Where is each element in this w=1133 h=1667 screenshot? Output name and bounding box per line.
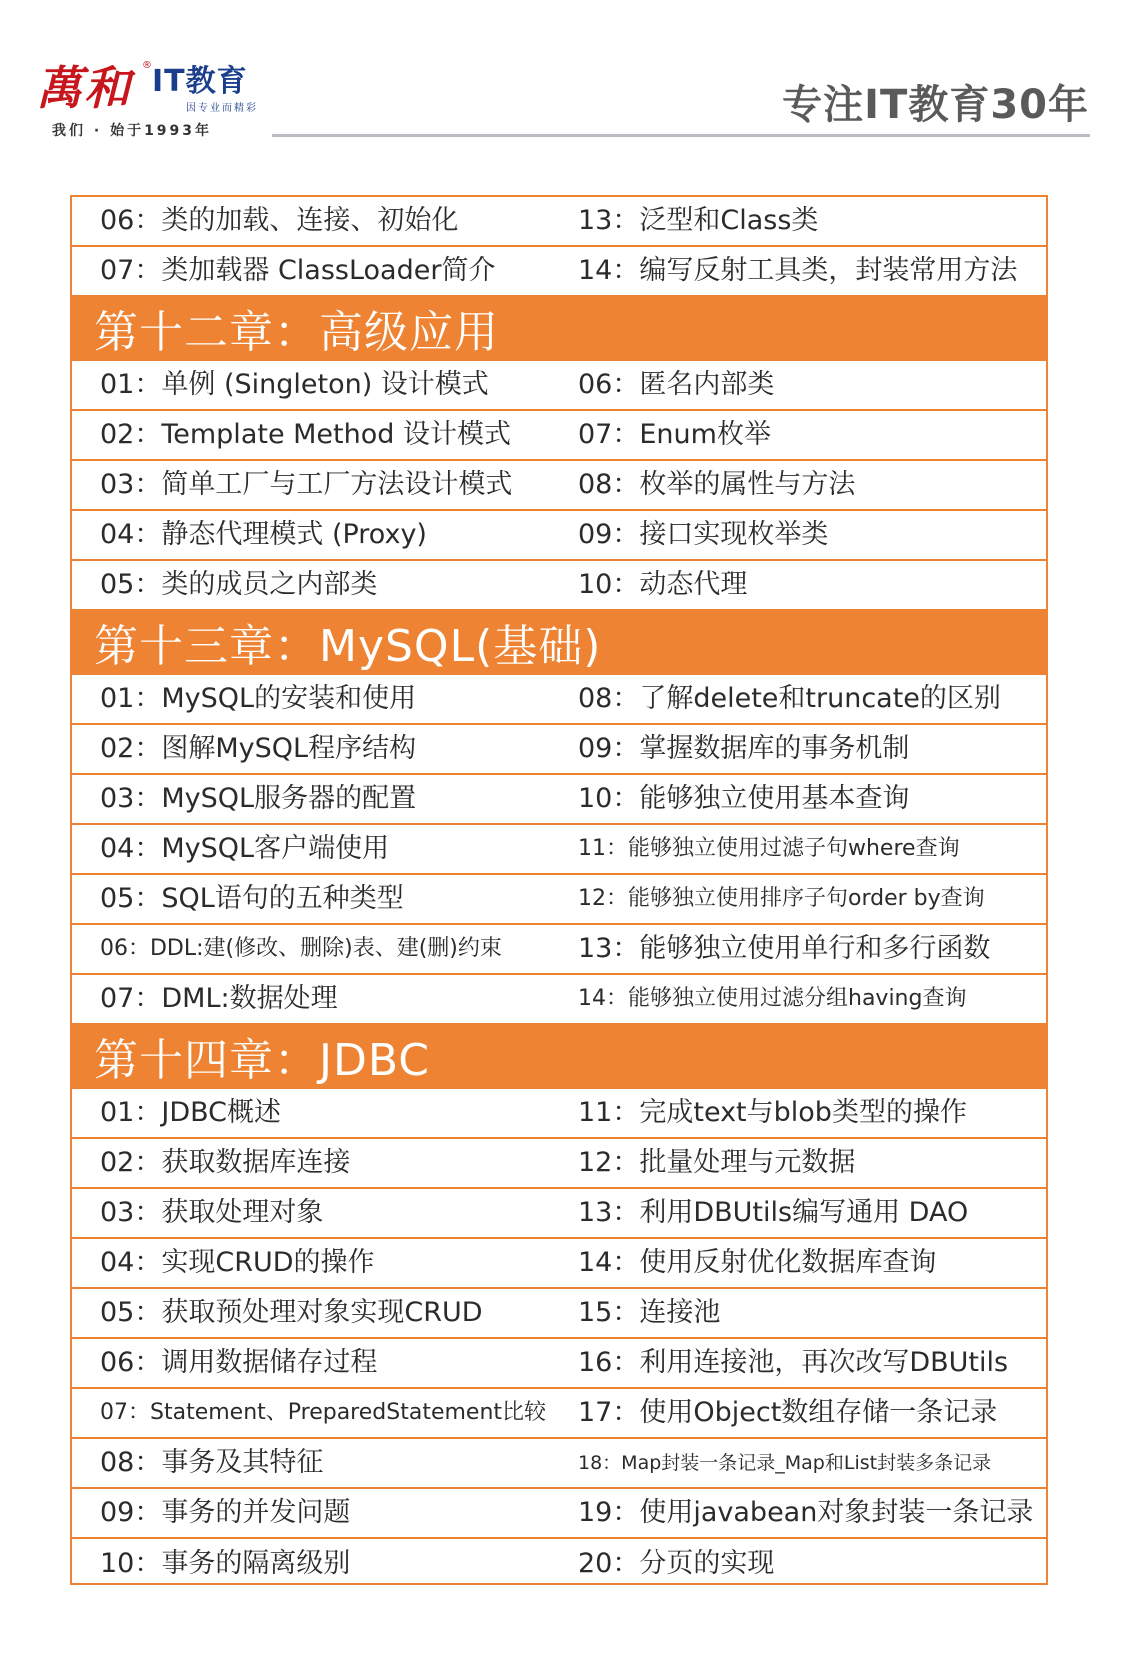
lesson-item: 13：泛型和Class类 xyxy=(578,205,819,236)
lesson-item: 04：实现CRUD的操作 xyxy=(100,1247,375,1278)
lesson-item: 14：编写反射工具类，封装常用方法 xyxy=(578,255,1018,286)
lesson-row xyxy=(72,1139,1046,1189)
curriculum-table xyxy=(70,195,1048,1585)
lesson-item: 11：能够独立使用过滤子句where查询 xyxy=(578,836,960,861)
lesson-item: 08：了解delete和truncate的区别 xyxy=(578,683,1001,714)
lesson-item: 17：使用Object数组存储一条记录 xyxy=(578,1397,998,1428)
lesson-row xyxy=(72,247,1046,297)
lesson-item: 06：DDL:建(修改、删除)表、建(删)约束 xyxy=(100,936,502,961)
chapter-heading: 第十二章：高级应用 xyxy=(72,297,1046,361)
lesson-item: 04：MySQL客户端使用 xyxy=(100,833,390,864)
lesson-row xyxy=(72,825,1046,875)
lesson-item: 12：能够独立使用排序子句order by查询 xyxy=(578,886,985,911)
lesson-item: 13：利用DBUtils编写通用 DAO xyxy=(578,1197,969,1228)
lesson-item: 02：获取数据库连接 xyxy=(100,1147,351,1178)
lesson-row xyxy=(72,875,1046,925)
lesson-item: 07：Statement、PreparedStatement比较 xyxy=(100,1400,547,1425)
lesson-item: 07：类加载器 ClassLoader简介 xyxy=(100,255,496,286)
lesson-row xyxy=(72,361,1046,411)
lesson-item: 15：连接池 xyxy=(578,1297,721,1328)
lesson-row xyxy=(72,725,1046,775)
lesson-item: 16：利用连接池，再次改写DBUtils xyxy=(578,1347,1009,1378)
header-divider xyxy=(272,134,1090,137)
logo-since: 我们 · 始于1993年 xyxy=(52,123,213,139)
lesson-item: 05：获取预处理对象实现CRUD xyxy=(100,1297,483,1328)
lesson-item: 01：MySQL的安装和使用 xyxy=(100,683,417,714)
logo-it-text: IT教育 xyxy=(152,64,248,99)
lesson-item: 01：单例 (Singleton) 设计模式 xyxy=(100,369,489,400)
logo-tagline: 因专业而精彩 xyxy=(186,103,258,114)
lesson-item: 05：SQL语句的五种类型 xyxy=(100,883,404,914)
lesson-item: 02：图解MySQL程序结构 xyxy=(100,733,417,764)
logo xyxy=(36,58,266,138)
lesson-item: 06：调用数据储存过程 xyxy=(100,1347,378,1378)
lesson-item: 19：使用javabean对象封装一条记录 xyxy=(578,1497,1034,1528)
lesson-item: 13：能够独立使用单行和多行函数 xyxy=(578,933,991,964)
lesson-row xyxy=(72,1439,1046,1489)
logo-registered-mark: ® xyxy=(142,60,152,71)
lesson-item: 11：完成text与blob类型的操作 xyxy=(578,1097,967,1128)
lesson-row xyxy=(72,1539,1046,1589)
lesson-row xyxy=(72,511,1046,561)
lesson-row xyxy=(72,775,1046,825)
lesson-item: 12：批量处理与元数据 xyxy=(578,1147,856,1178)
chapter-heading: 第十四章：JDBC xyxy=(72,1025,1046,1089)
lesson-item: 04：静态代理模式 (Proxy) xyxy=(100,519,427,550)
lesson-item: 09：事务的并发问题 xyxy=(100,1497,351,1528)
chapter-heading: 第十三章：MySQL(基础) xyxy=(72,611,1046,675)
logo-brand: 萬和 xyxy=(36,61,132,115)
lesson-item: 08：事务及其特征 xyxy=(100,1447,324,1478)
lesson-item: 05：类的成员之内部类 xyxy=(100,569,378,600)
lesson-item: 14：能够独立使用过滤分组having查询 xyxy=(578,986,967,1011)
lesson-row xyxy=(72,975,1046,1025)
lesson-item: 09：接口实现枚举类 xyxy=(578,519,829,550)
lesson-item: 01：JDBC概述 xyxy=(100,1097,282,1128)
lesson-item: 10：能够独立使用基本查询 xyxy=(578,783,910,814)
lesson-row xyxy=(72,1489,1046,1539)
lesson-item: 03：MySQL服务器的配置 xyxy=(100,783,417,814)
lesson-item: 10：动态代理 xyxy=(578,569,748,600)
lesson-row xyxy=(72,197,1046,247)
lesson-item: 10：事务的隔离级别 xyxy=(100,1548,351,1579)
lesson-item: 07：DML:数据处理 xyxy=(100,983,338,1014)
lesson-row xyxy=(72,1339,1046,1389)
lesson-row xyxy=(72,1089,1046,1139)
lesson-row xyxy=(72,1189,1046,1239)
lesson-item: 06：类的加载、连接、初始化 xyxy=(100,205,459,236)
slogan: 专注IT教育30年 xyxy=(782,82,1089,128)
lesson-row xyxy=(72,561,1046,611)
lesson-item: 02：Template Method 设计模式 xyxy=(100,419,511,450)
lesson-item: 08：枚举的属性与方法 xyxy=(578,469,856,500)
lesson-row xyxy=(72,925,1046,975)
lesson-row xyxy=(72,1289,1046,1339)
lesson-item: 03：获取处理对象 xyxy=(100,1197,324,1228)
lesson-row xyxy=(72,675,1046,725)
lesson-item: 06：匿名内部类 xyxy=(578,369,775,400)
lesson-item: 18：Map封装一条记录_Map和List封装多条记录 xyxy=(578,1452,992,1474)
lesson-row xyxy=(72,1239,1046,1289)
lesson-item: 07：Enum枚举 xyxy=(578,419,771,450)
lesson-row xyxy=(72,1389,1046,1439)
lesson-row xyxy=(72,411,1046,461)
lesson-item: 20：分页的实现 xyxy=(578,1548,775,1579)
lesson-item: 03：简单工厂与工厂方法设计模式 xyxy=(100,469,513,500)
lesson-row xyxy=(72,461,1046,511)
lesson-item: 14：使用反射优化数据库查询 xyxy=(578,1247,937,1278)
lesson-item: 09：掌握数据库的事务机制 xyxy=(578,733,910,764)
